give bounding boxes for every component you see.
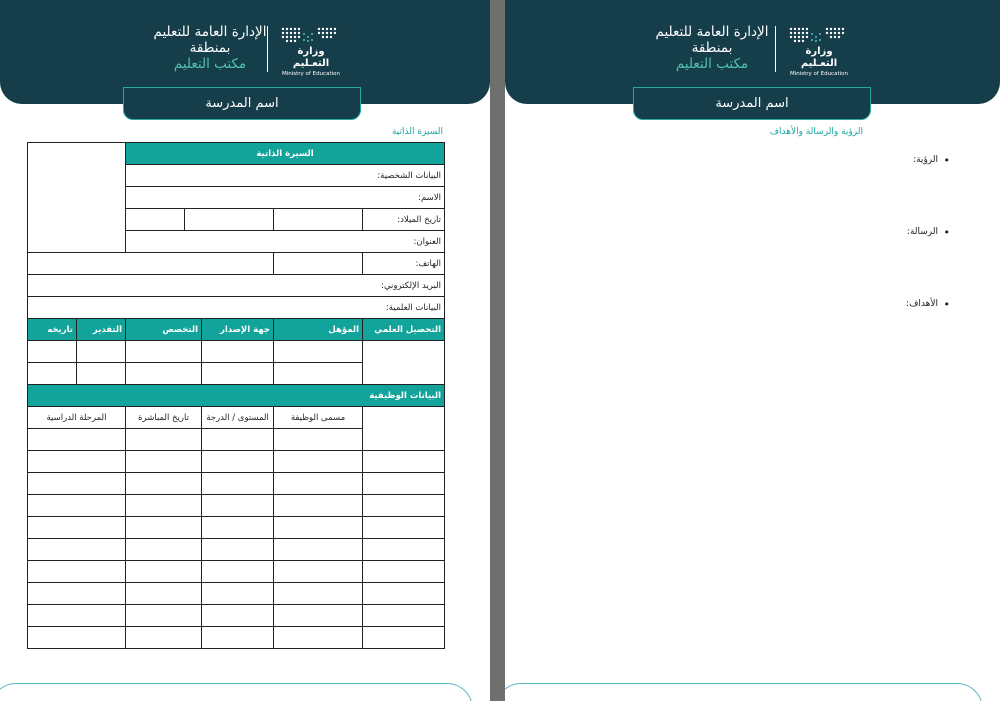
footer-decoration	[505, 683, 983, 701]
table-cell	[274, 429, 363, 451]
footer-decoration	[0, 683, 473, 701]
table-cell	[363, 605, 445, 627]
header-text	[642, 24, 782, 73]
job-header-level: المستوى / الدرجة	[202, 407, 274, 429]
goals-item: • الأهداف:	[906, 299, 950, 371]
birth-year-cell	[126, 209, 185, 231]
header-line-1: الإدارة العامة للتعليم	[153, 24, 267, 40]
job-header-title: مسمى الوظيفة	[274, 407, 363, 429]
table-cell	[28, 473, 126, 495]
table-cell	[202, 539, 274, 561]
table-cell	[202, 363, 274, 385]
vision-list	[906, 155, 950, 371]
table-cell	[202, 451, 274, 473]
ministry-logo-icon	[281, 26, 337, 46]
table-cell	[274, 583, 363, 605]
header-line-3: مكتب التعليم	[675, 56, 749, 72]
table-cell	[274, 517, 363, 539]
table-cell	[363, 561, 445, 583]
table-cell	[28, 627, 126, 649]
table-cell	[274, 539, 363, 561]
table-cell	[28, 517, 126, 539]
logo-english-text: Ministry of Education	[789, 71, 848, 77]
birth-day-cell	[274, 209, 363, 231]
email-label: البريد الإلكتروني:	[28, 275, 445, 297]
table-cell	[126, 517, 202, 539]
table-cell	[28, 605, 126, 627]
address-label: العنوان:	[126, 231, 445, 253]
header-divider	[267, 26, 268, 72]
logo-arabic-text: وزارة التعـليم	[292, 46, 330, 69]
table-cell	[126, 627, 202, 649]
table-cell	[202, 517, 274, 539]
table-cell	[77, 341, 126, 363]
table-cell	[363, 583, 445, 605]
academic-achievement-cell	[363, 341, 445, 385]
table-cell	[28, 495, 126, 517]
table-cell	[363, 451, 445, 473]
table-cell	[28, 451, 126, 473]
header-line-1: الإدارة العامة للتعليم	[655, 24, 769, 40]
table-cell	[126, 341, 202, 363]
academic-header-date: تاريخه	[28, 319, 77, 341]
ministry-logo	[787, 26, 851, 77]
mission-item: • الرسالة:	[906, 227, 950, 299]
academic-header-major: التخصص	[126, 319, 202, 341]
table-cell	[274, 363, 363, 385]
table-cell	[363, 495, 445, 517]
job-side-cell	[363, 407, 445, 451]
table-cell	[126, 363, 202, 385]
table-cell	[202, 429, 274, 451]
table-cell	[363, 627, 445, 649]
table-cell	[202, 495, 274, 517]
personal-data-label: البيانات الشخصية:	[126, 165, 445, 187]
academic-header-achievement: التحصيل العلمي	[363, 319, 445, 341]
ministry-logo	[279, 26, 343, 77]
birth-month-cell	[185, 209, 274, 231]
table-cell	[274, 605, 363, 627]
table-cell	[274, 495, 363, 517]
table-cell	[126, 473, 202, 495]
table-cell	[202, 583, 274, 605]
phone-value-cell	[274, 253, 363, 275]
header-divider	[775, 26, 776, 72]
table-cell	[126, 539, 202, 561]
table-cell	[28, 561, 126, 583]
table-cell	[274, 341, 363, 363]
cv-table	[27, 142, 445, 649]
document-page-2	[505, 0, 1000, 701]
table-cell	[28, 539, 126, 561]
logo-arabic-text: وزارة التعـليم	[800, 46, 838, 69]
header-line-2: بمنطقة	[189, 40, 231, 56]
table-cell	[363, 517, 445, 539]
table-cell	[202, 341, 274, 363]
cv-title-cell: السيرة الذاتية	[126, 143, 445, 165]
table-cell	[126, 561, 202, 583]
school-name-tab: اسم المدرسة	[123, 87, 361, 120]
document-page-1	[0, 0, 490, 701]
table-cell	[274, 561, 363, 583]
table-cell	[28, 429, 126, 451]
job-data-header: البيانات الوظيفية	[28, 385, 445, 407]
header-text	[140, 24, 280, 73]
table-cell	[126, 451, 202, 473]
table-cell	[77, 363, 126, 385]
academic-header-qualification: المؤهل	[274, 319, 363, 341]
table-cell	[202, 473, 274, 495]
vision-item: • الرؤية:	[906, 155, 950, 227]
birth-date-label: تاريخ الميلاد:	[363, 209, 445, 231]
phone-label: الهاتف:	[363, 253, 445, 275]
name-label: الاسم:	[126, 187, 445, 209]
school-name-tab: اسم المدرسة	[633, 87, 871, 120]
table-cell	[202, 627, 274, 649]
academic-header-grade: التقدير	[77, 319, 126, 341]
logo-english-text: Ministry of Education	[281, 71, 340, 77]
table-cell	[274, 473, 363, 495]
table-cell	[28, 583, 126, 605]
table-cell	[126, 429, 202, 451]
job-header-start-date: تاريخ المباشرة	[126, 407, 202, 429]
table-cell	[202, 605, 274, 627]
phone-extra-cell	[28, 253, 274, 275]
academic-data-label: البيانات العلمية:	[28, 297, 445, 319]
table-cell	[126, 495, 202, 517]
ministry-logo-icon	[789, 26, 845, 46]
table-cell	[28, 341, 77, 363]
table-cell	[202, 561, 274, 583]
table-cell	[363, 539, 445, 561]
job-header-stage: المرحلة الدراسية	[28, 407, 126, 429]
table-cell	[274, 627, 363, 649]
table-cell	[28, 363, 77, 385]
header-line-3: مكتب التعليم	[173, 56, 247, 72]
table-cell	[126, 605, 202, 627]
section-title: السيرة الذاتية	[391, 127, 443, 137]
section-title: الرؤية والرسالة والأهداف	[769, 127, 863, 137]
table-cell	[126, 583, 202, 605]
table-cell	[274, 451, 363, 473]
table-cell	[363, 473, 445, 495]
photo-cell	[28, 143, 126, 253]
header-line-2: بمنطقة	[691, 40, 733, 56]
academic-header-issuer: جهة الإصدار	[202, 319, 274, 341]
